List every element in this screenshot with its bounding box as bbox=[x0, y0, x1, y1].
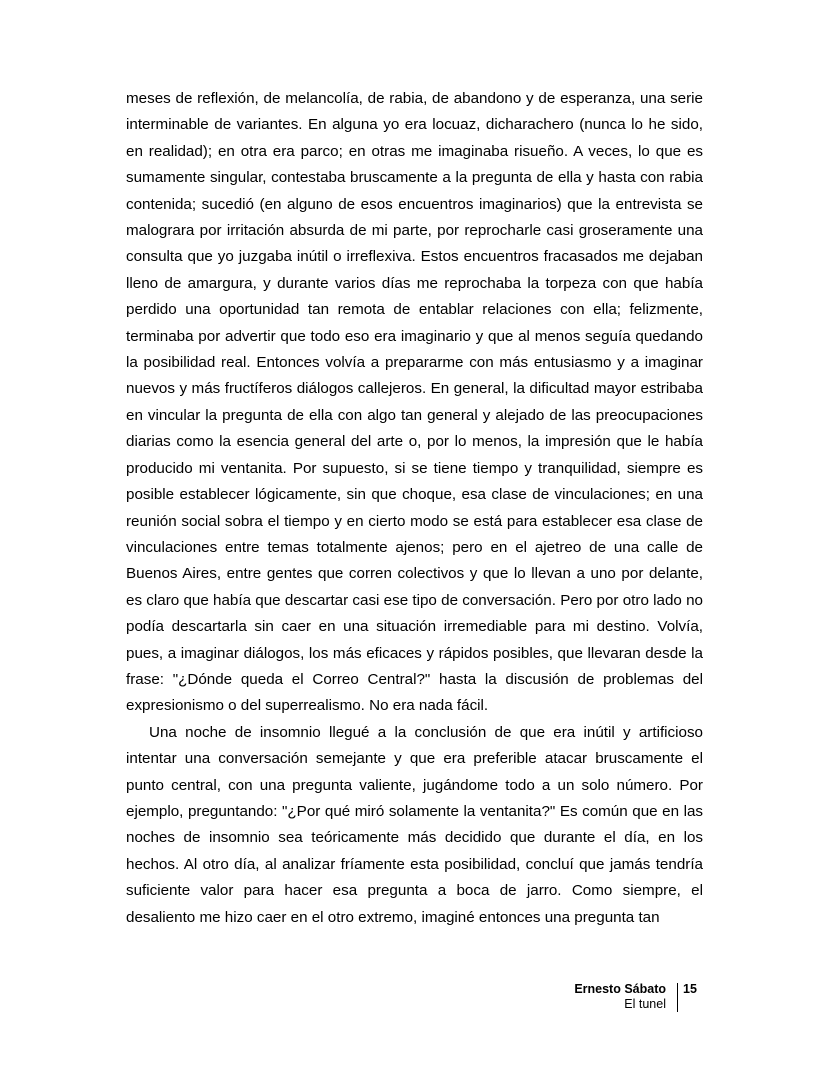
page-body bbox=[126, 86, 703, 931]
paragraph-2: Una noche de insomnio llegué a la conclusión de que era inútil y artificioso intentar una conversación semejante y que era preferible atacar bruscamente el punto central, con una pregunta valiente, jugándome todo a un solo número. Por ejemplo, preguntando: "¿Por qué miró solamente la ventanita?" Es común que en las noches de insomnio sea teóricamente más decidido que durante el día, en los hechos. Al otro día, al analizar fríamente esta posibilidad, concluí que jamás tendría suficiente valor para hacer esa pregunta a boca de jarro. Como siempre, el desaliento me hizo caer en el otro extremo, imaginé entonces una pregunta tan bbox=[126, 723, 703, 926]
footer-credits bbox=[574, 982, 666, 1012]
footer-author: Ernesto Sábato bbox=[574, 982, 666, 996]
footer-divider bbox=[677, 983, 678, 1012]
page-footer bbox=[560, 982, 720, 1022]
footer-book-title: El tunel bbox=[624, 997, 666, 1011]
paragraph-1: meses de reflexión, de melancolía, de rabia, de abandono y de esperanza, una serie interminable de variantes. En alguna yo era locuaz, dicharachero (nunca lo he sido, en realidad); en otra era parco; en otras me imaginaba risueño. A veces, lo que es sumamente singular, contestaba bruscamente a la pregunta de ella y hasta con rabia contenida; sucedió (en alguno de esos encuentros imaginarios) que la entrevista se malograra por irritación absurda de mi parte, por reprocharle casi groseramente una consulta que yo juzgaba inútil o irreflexiva. Estos encuentros fracasados me dejaban lleno de amargura, y durante varios días me reprochaba la torpeza con que había perdido una oportunidad tan remota de entablar relaciones con ella; felizmente, terminaba por advertir que todo eso era imaginario y que al menos seguía quedando la posibilidad real. Entonces volvía a prepararme con más entusiasmo y a imaginar nuevos y más fructíferos diálogos callejeros. En general, la dificultad mayor estribaba en vincular la pregunta de ella con algo tan general y alejado de las preocupaciones diarias como la esencia general del arte o, por lo menos, la impresión que le había producido mi ventanita. Por supuesto, si se tiene tiempo y tranquilidad, siempre es posible establecer lógicamente, sin que choque, esa clase de vinculaciones; en una reunión social sobra el tiempo y en cierto modo se está para establecer esa clase de vinculaciones entre temas totalmente ajenos; pero en el ajetreo de una calle de Buenos Aires, entre gentes que corren colectivos y que lo llevan a uno por delante, es claro que había que descartar casi ese tipo de conversación. Pero por otro lado no podía descartarla sin caer en una situación irremediable para mi destino. Volvía, pues, a imaginar diálogos, los más eficaces y rápidos posibles, que llevaran desde la frase: "¿Dónde queda el Correo Central?" hasta la discusión de problemas del expresionismo o del superrealismo. No era nada fácil. bbox=[126, 90, 703, 715]
page-number: 15 bbox=[683, 982, 697, 996]
